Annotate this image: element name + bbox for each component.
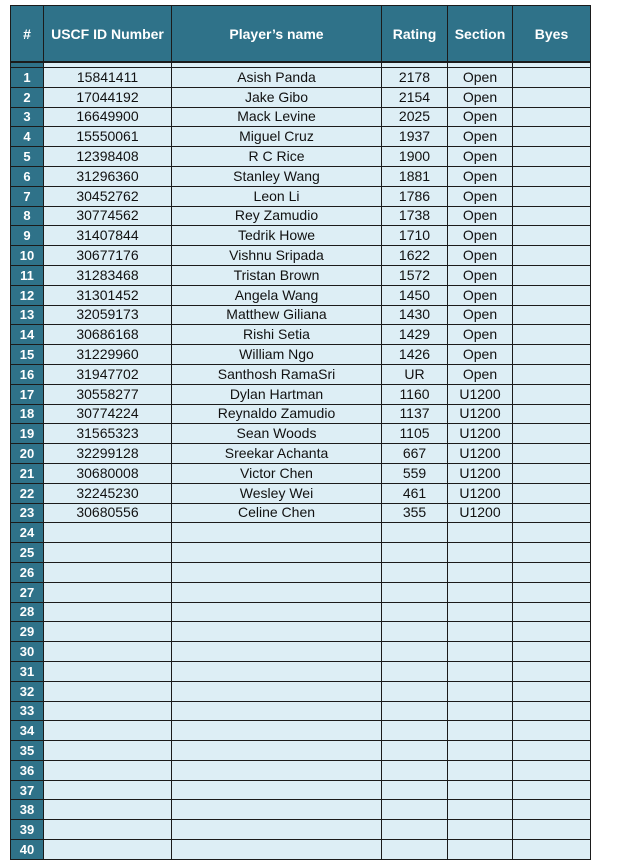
player-name-cell: Angela Wang — [172, 285, 382, 305]
table-row — [11, 523, 591, 543]
rating-cell: 667 — [382, 444, 448, 464]
section-cell: U1200 — [448, 444, 513, 464]
section-cell — [448, 622, 513, 642]
row-number-cell: 30 — [11, 642, 44, 662]
section-cell: U1200 — [448, 483, 513, 503]
table-row — [11, 721, 591, 741]
player-name-cell — [172, 820, 382, 840]
rating-cell — [382, 760, 448, 780]
uscf-id-cell — [44, 840, 172, 860]
rating-cell: 1105 — [382, 424, 448, 444]
table-row — [11, 701, 591, 721]
byes-cell — [513, 107, 591, 127]
rating-cell: 2154 — [382, 87, 448, 107]
section-cell — [448, 800, 513, 820]
table-row — [11, 404, 591, 424]
row-number-cell: 12 — [11, 285, 44, 305]
byes-cell — [513, 206, 591, 226]
row-number-cell: 22 — [11, 483, 44, 503]
uscf-id-cell — [44, 760, 172, 780]
player-name-cell: Rishi Setia — [172, 325, 382, 345]
uscf-id-cell: 30558277 — [44, 384, 172, 404]
byes-cell — [513, 701, 591, 721]
row-number-cell: 15 — [11, 345, 44, 365]
uscf-id-cell: 32059173 — [44, 305, 172, 325]
rating-cell: 2178 — [382, 68, 448, 88]
row-number-cell: 28 — [11, 602, 44, 622]
player-name-cell: Reynaldo Zamudio — [172, 404, 382, 424]
column-header-rating: Rating — [382, 6, 448, 63]
row-number-cell: 10 — [11, 246, 44, 266]
byes-cell — [513, 166, 591, 186]
rating-cell: 1137 — [382, 404, 448, 424]
section-cell — [448, 820, 513, 840]
table-row — [11, 424, 591, 444]
uscf-id-cell: 30774562 — [44, 206, 172, 226]
row-number-cell: 31 — [11, 661, 44, 681]
uscf-id-cell — [44, 800, 172, 820]
byes-cell — [513, 186, 591, 206]
player-name-cell — [172, 602, 382, 622]
byes-cell — [513, 404, 591, 424]
byes-cell — [513, 483, 591, 503]
rating-cell — [382, 681, 448, 701]
section-cell — [448, 760, 513, 780]
byes-cell — [513, 226, 591, 246]
rating-cell — [382, 840, 448, 860]
table-row — [11, 285, 591, 305]
section-cell: Open — [448, 107, 513, 127]
table-row — [11, 206, 591, 226]
byes-cell — [513, 424, 591, 444]
section-cell: Open — [448, 325, 513, 345]
byes-cell — [513, 325, 591, 345]
row-number-cell: 1 — [11, 68, 44, 88]
table-row — [11, 87, 591, 107]
table-row — [11, 602, 591, 622]
player-name-cell: Vishnu Sripada — [172, 246, 382, 266]
byes-cell — [513, 661, 591, 681]
row-number-cell: 20 — [11, 444, 44, 464]
row-number-cell: 8 — [11, 206, 44, 226]
player-name-cell — [172, 741, 382, 761]
uscf-id-cell: 31407844 — [44, 226, 172, 246]
player-name-cell — [172, 840, 382, 860]
table-row — [11, 483, 591, 503]
player-name-cell: Sean Woods — [172, 424, 382, 444]
byes-cell — [513, 246, 591, 266]
row-number-cell: 38 — [11, 800, 44, 820]
column-header-section: Section — [448, 6, 513, 63]
uscf-id-cell — [44, 642, 172, 662]
table-row — [11, 166, 591, 186]
row-number-cell: 3 — [11, 107, 44, 127]
section-cell — [448, 543, 513, 563]
player-name-cell: Jake Gibo — [172, 87, 382, 107]
row-number-cell: 16 — [11, 364, 44, 384]
uscf-id-cell: 12398408 — [44, 147, 172, 167]
player-name-cell: Asish Panda — [172, 68, 382, 88]
byes-cell — [513, 840, 591, 860]
column-header-player-name: Player’s name — [172, 6, 382, 63]
uscf-id-cell: 15841411 — [44, 68, 172, 88]
byes-cell — [513, 543, 591, 563]
byes-cell — [513, 68, 591, 88]
byes-cell — [513, 444, 591, 464]
table-row — [11, 582, 591, 602]
section-cell: Open — [448, 127, 513, 147]
byes-cell — [513, 463, 591, 483]
rating-cell: 1430 — [382, 305, 448, 325]
table-row — [11, 305, 591, 325]
rating-cell: 1622 — [382, 246, 448, 266]
uscf-id-cell: 31229960 — [44, 345, 172, 365]
section-cell — [448, 681, 513, 701]
player-roster-table — [10, 5, 591, 860]
section-cell — [448, 582, 513, 602]
row-number-cell: 7 — [11, 186, 44, 206]
uscf-id-cell: 17044192 — [44, 87, 172, 107]
uscf-id-cell — [44, 622, 172, 642]
row-number-cell: 27 — [11, 582, 44, 602]
row-number-cell: 24 — [11, 523, 44, 543]
section-cell: Open — [448, 246, 513, 266]
section-cell: Open — [448, 87, 513, 107]
byes-cell — [513, 582, 591, 602]
row-number-cell: 34 — [11, 721, 44, 741]
rating-cell — [382, 642, 448, 662]
row-number-cell: 17 — [11, 384, 44, 404]
table-header-row — [11, 6, 591, 63]
player-name-cell: Leon Li — [172, 186, 382, 206]
player-name-cell — [172, 701, 382, 721]
uscf-id-cell: 31565323 — [44, 424, 172, 444]
uscf-id-cell: 30680556 — [44, 503, 172, 523]
section-cell — [448, 721, 513, 741]
uscf-id-cell: 31283468 — [44, 265, 172, 285]
table-row — [11, 147, 591, 167]
uscf-id-cell — [44, 661, 172, 681]
player-name-cell: Sreekar Achanta — [172, 444, 382, 464]
player-name-cell: Santhosh RamaSri — [172, 364, 382, 384]
row-number-cell: 18 — [11, 404, 44, 424]
table-row — [11, 562, 591, 582]
player-name-cell: Tedrik Howe — [172, 226, 382, 246]
table-row — [11, 780, 591, 800]
byes-cell — [513, 721, 591, 741]
table-row — [11, 384, 591, 404]
uscf-id-cell — [44, 780, 172, 800]
table-row — [11, 265, 591, 285]
rating-cell: 1426 — [382, 345, 448, 365]
table-row — [11, 68, 591, 88]
byes-cell — [513, 642, 591, 662]
player-name-cell — [172, 543, 382, 563]
section-cell: Open — [448, 166, 513, 186]
uscf-id-cell — [44, 602, 172, 622]
uscf-id-cell: 32245230 — [44, 483, 172, 503]
uscf-id-cell: 31301452 — [44, 285, 172, 305]
table-row — [11, 107, 591, 127]
byes-cell — [513, 820, 591, 840]
section-cell: U1200 — [448, 424, 513, 444]
player-name-cell: Wesley Wei — [172, 483, 382, 503]
row-number-cell: 5 — [11, 147, 44, 167]
rating-cell — [382, 780, 448, 800]
table-row — [11, 364, 591, 384]
uscf-id-cell: 31947702 — [44, 364, 172, 384]
section-cell — [448, 661, 513, 681]
header-divider-line — [10, 61, 590, 63]
byes-cell — [513, 681, 591, 701]
byes-cell — [513, 127, 591, 147]
uscf-id-cell — [44, 562, 172, 582]
table-row — [11, 760, 591, 780]
section-cell: Open — [448, 305, 513, 325]
rating-cell: 355 — [382, 503, 448, 523]
byes-cell — [513, 780, 591, 800]
byes-cell — [513, 602, 591, 622]
byes-cell — [513, 760, 591, 780]
player-name-cell — [172, 681, 382, 701]
section-cell — [448, 642, 513, 662]
uscf-id-cell: 15550061 — [44, 127, 172, 147]
section-cell: Open — [448, 226, 513, 246]
row-number-cell: 25 — [11, 543, 44, 563]
player-name-cell — [172, 661, 382, 681]
uscf-id-cell — [44, 820, 172, 840]
rating-cell — [382, 523, 448, 543]
row-number-cell: 19 — [11, 424, 44, 444]
rating-cell — [382, 562, 448, 582]
section-cell — [448, 840, 513, 860]
table-row — [11, 642, 591, 662]
table-row — [11, 820, 591, 840]
rating-cell — [382, 582, 448, 602]
section-cell — [448, 523, 513, 543]
rating-cell: 1738 — [382, 206, 448, 226]
byes-cell — [513, 503, 591, 523]
section-cell: Open — [448, 364, 513, 384]
byes-cell — [513, 147, 591, 167]
section-cell: U1200 — [448, 404, 513, 424]
uscf-id-cell — [44, 523, 172, 543]
player-name-cell: Victor Chen — [172, 463, 382, 483]
rating-cell: 559 — [382, 463, 448, 483]
row-number-cell: 37 — [11, 780, 44, 800]
row-number-cell: 23 — [11, 503, 44, 523]
row-number-cell: 11 — [11, 265, 44, 285]
table-row — [11, 246, 591, 266]
rating-cell — [382, 800, 448, 820]
player-name-cell: R C Rice — [172, 147, 382, 167]
uscf-id-cell: 31296360 — [44, 166, 172, 186]
byes-cell — [513, 741, 591, 761]
rating-cell — [382, 602, 448, 622]
uscf-id-cell — [44, 721, 172, 741]
row-number-cell: 2 — [11, 87, 44, 107]
uscf-id-cell: 30680008 — [44, 463, 172, 483]
section-cell — [448, 562, 513, 582]
row-number-cell: 9 — [11, 226, 44, 246]
table-row — [11, 840, 591, 860]
rating-cell: 1572 — [382, 265, 448, 285]
row-number-cell: 29 — [11, 622, 44, 642]
table-row — [11, 127, 591, 147]
rating-cell: 1881 — [382, 166, 448, 186]
player-name-cell: Rey Zamudio — [172, 206, 382, 226]
player-name-cell: Miguel Cruz — [172, 127, 382, 147]
rating-cell — [382, 721, 448, 741]
section-cell: Open — [448, 265, 513, 285]
player-name-cell: William Ngo — [172, 345, 382, 365]
rating-cell: 1160 — [382, 384, 448, 404]
rating-cell — [382, 661, 448, 681]
row-number-cell: 32 — [11, 681, 44, 701]
table-row — [11, 681, 591, 701]
uscf-id-cell: 32299128 — [44, 444, 172, 464]
section-cell: U1200 — [448, 384, 513, 404]
table-row — [11, 444, 591, 464]
table-row — [11, 463, 591, 483]
uscf-id-cell — [44, 681, 172, 701]
column-header-uscf-id: USCF ID Number — [44, 6, 172, 63]
section-cell: Open — [448, 206, 513, 226]
row-number-cell: 14 — [11, 325, 44, 345]
player-name-cell — [172, 582, 382, 602]
uscf-id-cell: 30774224 — [44, 404, 172, 424]
row-number-cell: 4 — [11, 127, 44, 147]
section-cell: Open — [448, 147, 513, 167]
section-cell: U1200 — [448, 503, 513, 523]
uscf-id-cell — [44, 741, 172, 761]
table-row — [11, 543, 591, 563]
row-number-cell: 40 — [11, 840, 44, 860]
row-number-cell: 33 — [11, 701, 44, 721]
table-row — [11, 186, 591, 206]
row-number-cell: 39 — [11, 820, 44, 840]
uscf-id-cell — [44, 582, 172, 602]
rating-cell — [382, 622, 448, 642]
table-body — [11, 63, 591, 860]
table-row — [11, 325, 591, 345]
player-name-cell — [172, 780, 382, 800]
player-name-cell — [172, 760, 382, 780]
row-number-cell: 6 — [11, 166, 44, 186]
table-row — [11, 661, 591, 681]
byes-cell — [513, 87, 591, 107]
section-cell — [448, 602, 513, 622]
player-name-cell — [172, 622, 382, 642]
byes-cell — [513, 345, 591, 365]
uscf-id-cell: 16649900 — [44, 107, 172, 127]
section-cell: Open — [448, 68, 513, 88]
row-number-cell: 36 — [11, 760, 44, 780]
rating-cell: 1710 — [382, 226, 448, 246]
rating-cell: 1429 — [382, 325, 448, 345]
byes-cell — [513, 285, 591, 305]
player-name-cell — [172, 721, 382, 741]
section-cell: Open — [448, 285, 513, 305]
rating-cell — [382, 820, 448, 840]
rating-cell — [382, 701, 448, 721]
section-cell — [448, 780, 513, 800]
player-name-cell — [172, 562, 382, 582]
byes-cell — [513, 523, 591, 543]
column-header-number: # — [11, 6, 44, 63]
rating-cell: 1900 — [382, 147, 448, 167]
section-cell — [448, 701, 513, 721]
player-name-cell: Dylan Hartman — [172, 384, 382, 404]
rating-cell: 1937 — [382, 127, 448, 147]
byes-cell — [513, 800, 591, 820]
uscf-id-cell: 30686168 — [44, 325, 172, 345]
player-roster-sheet — [10, 5, 591, 860]
rating-cell: 1450 — [382, 285, 448, 305]
table-row — [11, 741, 591, 761]
byes-cell — [513, 305, 591, 325]
uscf-id-cell — [44, 543, 172, 563]
byes-cell — [513, 265, 591, 285]
player-name-cell: Matthew Giliana — [172, 305, 382, 325]
table-row — [11, 622, 591, 642]
section-cell — [448, 741, 513, 761]
row-number-cell: 21 — [11, 463, 44, 483]
uscf-id-cell: 30452762 — [44, 186, 172, 206]
rating-cell: 2025 — [382, 107, 448, 127]
section-cell: Open — [448, 345, 513, 365]
table-row — [11, 503, 591, 523]
table-row — [11, 800, 591, 820]
rating-cell: UR — [382, 364, 448, 384]
byes-cell — [513, 562, 591, 582]
player-name-cell: Tristan Brown — [172, 265, 382, 285]
row-number-cell: 13 — [11, 305, 44, 325]
player-name-cell — [172, 523, 382, 543]
uscf-id-cell: 30677176 — [44, 246, 172, 266]
byes-cell — [513, 384, 591, 404]
rating-cell: 1786 — [382, 186, 448, 206]
uscf-id-cell — [44, 701, 172, 721]
player-name-cell: Mack Levine — [172, 107, 382, 127]
section-cell: U1200 — [448, 463, 513, 483]
byes-cell — [513, 364, 591, 384]
rating-cell — [382, 741, 448, 761]
player-name-cell: Celine Chen — [172, 503, 382, 523]
player-name-cell — [172, 800, 382, 820]
player-name-cell: Stanley Wang — [172, 166, 382, 186]
table-row — [11, 345, 591, 365]
row-number-cell: 35 — [11, 741, 44, 761]
section-cell: Open — [448, 186, 513, 206]
byes-cell — [513, 622, 591, 642]
rating-cell: 461 — [382, 483, 448, 503]
row-number-cell: 26 — [11, 562, 44, 582]
player-name-cell — [172, 642, 382, 662]
column-header-byes: Byes — [513, 6, 591, 63]
table-row — [11, 226, 591, 246]
rating-cell — [382, 543, 448, 563]
